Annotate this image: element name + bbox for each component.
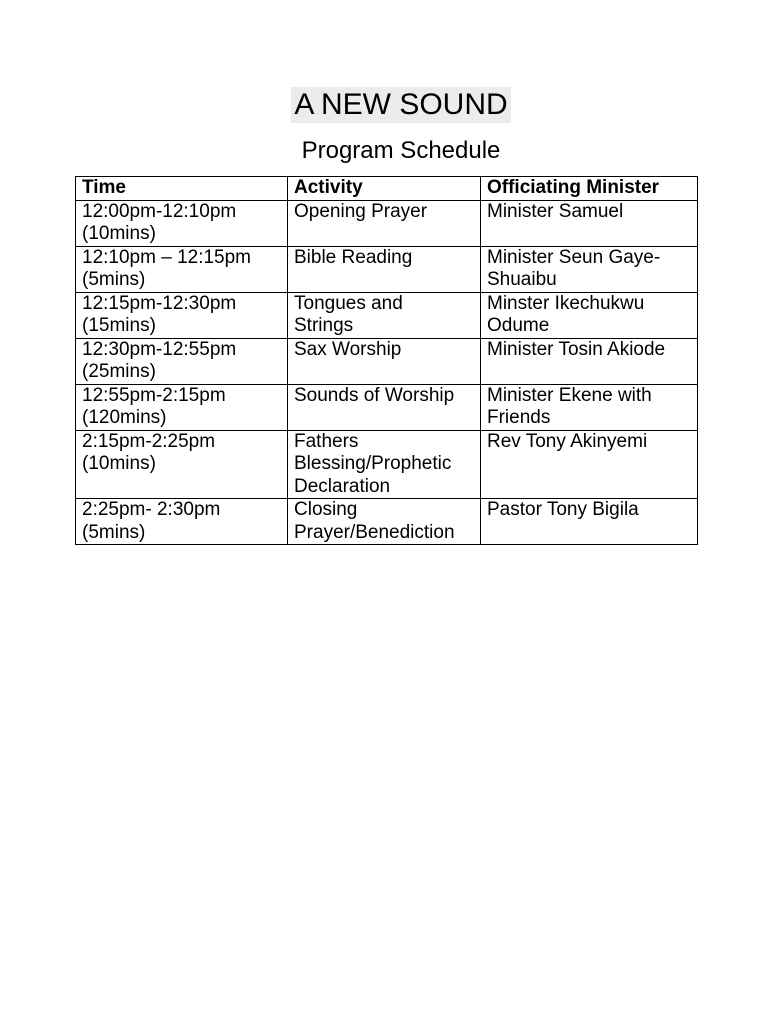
- time-cell-line: (15mins): [82, 315, 156, 336]
- schedule-table: [75, 176, 698, 545]
- minister-cell-line: Minster Ikechukwu: [487, 292, 645, 314]
- activity-cell: [288, 246, 481, 292]
- column-header-minister: Officiating Minister: [481, 177, 698, 201]
- table-row: [76, 430, 698, 499]
- activity-cell: [288, 338, 481, 384]
- minister-cell-line: Friends: [487, 407, 551, 428]
- time-cell: [76, 430, 288, 499]
- page-subtitle: Program Schedule: [301, 137, 501, 164]
- page-title: A NEW SOUND: [291, 87, 510, 123]
- minister-cell: [481, 384, 698, 430]
- table-row: [76, 499, 698, 545]
- activity-cell: [288, 384, 481, 430]
- minister-cell: [481, 292, 698, 338]
- time-cell: [76, 384, 288, 430]
- activity-cell-line: Closing: [294, 499, 358, 520]
- activity-cell-line: Fathers: [294, 430, 359, 452]
- activity-cell-line: Blessing/Prophetic: [294, 453, 452, 474]
- time-cell: [76, 292, 288, 338]
- activity-cell: [288, 200, 481, 246]
- minister-cell-line: Odume: [487, 315, 550, 336]
- activity-cell-line: Strings: [294, 315, 354, 336]
- minister-cell: [481, 430, 698, 499]
- time-cell-line: (10mins): [82, 453, 156, 474]
- minister-cell-line: Minister Seun Gaye-: [487, 246, 661, 268]
- time-cell-line: 2:15pm-2:25pm: [82, 430, 216, 452]
- minister-cell-line: Pastor Tony Bigila: [487, 499, 639, 520]
- time-cell-line: (5mins): [82, 521, 146, 543]
- time-cell-line: 12:30pm-12:55pm: [82, 338, 237, 360]
- activity-cell: [288, 499, 481, 545]
- time-cell-line: 2:25pm- 2:30pm: [82, 499, 221, 520]
- time-cell: [76, 499, 288, 545]
- minister-cell-line: Shuaibu: [487, 269, 557, 290]
- minister-cell-line: Minister Ekene with: [487, 384, 652, 406]
- minister-cell-line: Rev Tony Akinyemi: [487, 430, 648, 452]
- schedule-body: [76, 200, 698, 545]
- time-cell: [76, 338, 288, 384]
- time-cell-line: (5mins): [82, 269, 146, 290]
- activity-cell-line: Opening Prayer: [294, 200, 428, 222]
- minister-cell-line: Minister Samuel: [487, 200, 624, 222]
- table-row: [76, 338, 698, 384]
- column-header-time: Time: [76, 177, 288, 201]
- minister-cell: [481, 200, 698, 246]
- time-cell-line: (10mins): [82, 223, 156, 244]
- minister-cell: [481, 499, 698, 545]
- time-cell: [76, 200, 288, 246]
- minister-cell: [481, 246, 698, 292]
- activity-cell: [288, 430, 481, 499]
- table-row: [76, 200, 698, 246]
- time-cell-line: 12:00pm-12:10pm: [82, 200, 237, 222]
- time-cell: [76, 246, 288, 292]
- activity-cell-line: Tongues and: [294, 292, 403, 314]
- table-row: [76, 384, 698, 430]
- table-header-row: [76, 177, 698, 201]
- activity-cell-line: Prayer/Benediction: [294, 521, 455, 543]
- activity-cell: [288, 292, 481, 338]
- time-cell-line: 12:10pm – 12:15pm: [82, 246, 252, 268]
- activity-cell-line: Bible Reading: [294, 246, 413, 268]
- time-cell-line: 12:15pm-12:30pm: [82, 292, 237, 314]
- activity-cell-line: Declaration: [294, 475, 391, 497]
- column-header-activity: Activity: [288, 177, 481, 201]
- table-row: [76, 292, 698, 338]
- activity-cell-line: Sax Worship: [294, 338, 402, 360]
- time-cell-line: 12:55pm-2:15pm: [82, 384, 226, 406]
- time-cell-line: (25mins): [82, 361, 156, 382]
- activity-cell-line: Sounds of Worship: [294, 384, 455, 406]
- table-row: [76, 246, 698, 292]
- minister-cell-line: Minister Tosin Akiode: [487, 338, 666, 360]
- time-cell-line: (120mins): [82, 407, 167, 428]
- title-container: [0, 87, 768, 123]
- minister-cell: [481, 338, 698, 384]
